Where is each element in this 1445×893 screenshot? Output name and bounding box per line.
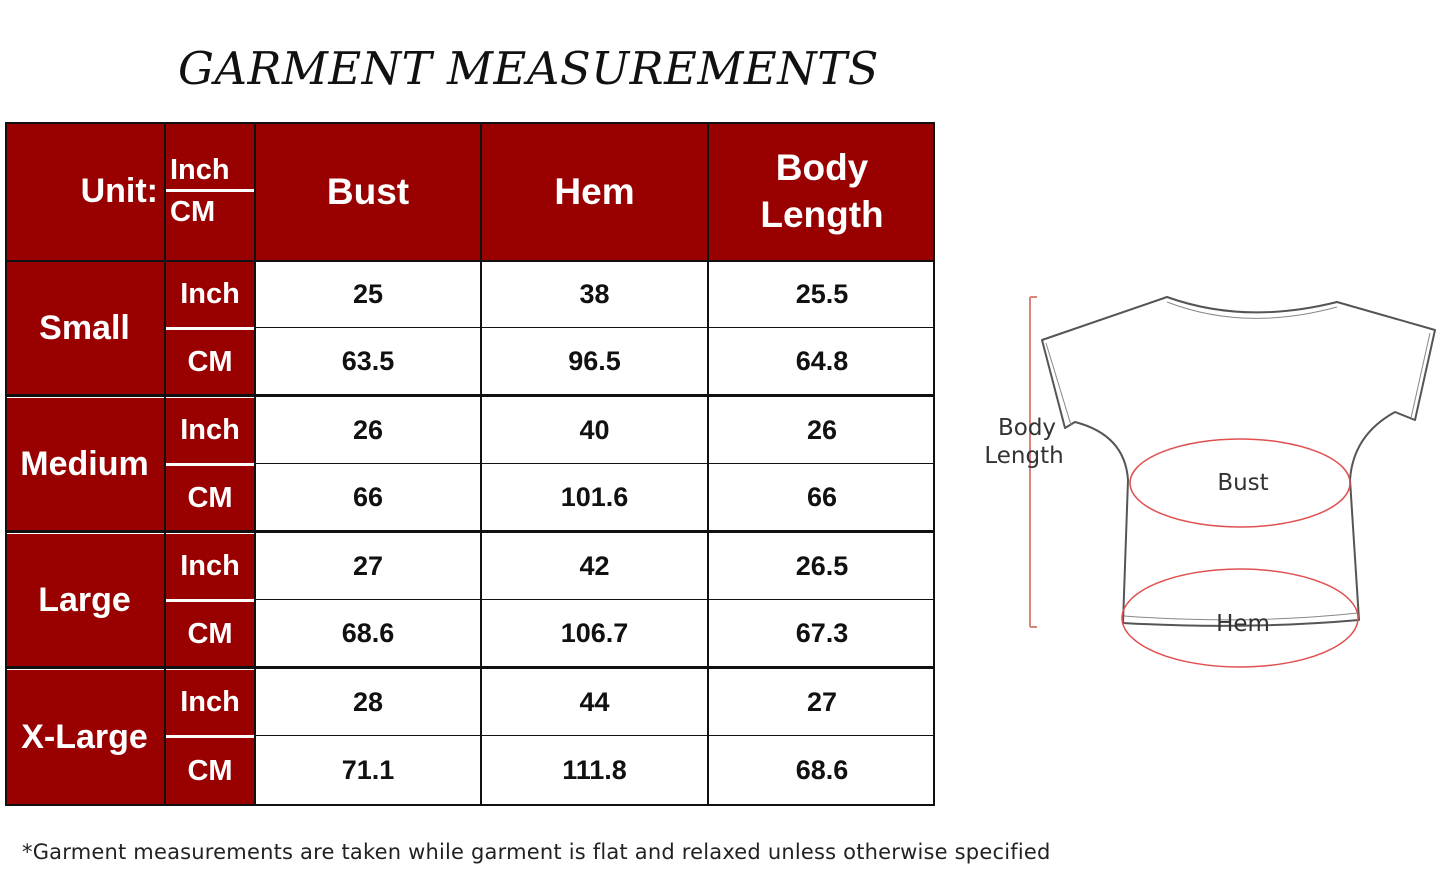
body-length-label-line2: Length xyxy=(984,443,1064,469)
grid-line xyxy=(256,327,935,328)
value-large-cm-bust: 68.6 xyxy=(256,601,480,666)
unit-cell-bg-bottom xyxy=(166,232,254,260)
hem-label: Hem xyxy=(1216,611,1270,637)
value-x-large-cm-body-length: 68.6 xyxy=(709,737,935,804)
column-header-bust: Bust xyxy=(256,122,480,260)
red-separator-1 xyxy=(166,327,256,330)
row-unit-x-large-inch: Inch xyxy=(166,670,254,735)
row-unit-x-large-cm: CM xyxy=(166,738,254,804)
size-name-x-large: X-Large xyxy=(5,670,164,804)
unit-cell-bg-top xyxy=(166,122,254,150)
row-unit-small-inch: Inch xyxy=(166,262,254,327)
value-medium-cm-body-length: 66 xyxy=(709,465,935,530)
grid-line xyxy=(164,122,166,806)
grid-line xyxy=(5,666,935,669)
value-x-large-cm-bust: 71.1 xyxy=(256,737,480,804)
grid-line xyxy=(933,122,935,806)
grid-line xyxy=(256,599,935,600)
grid-line xyxy=(707,122,709,806)
value-small-inch-hem: 38 xyxy=(482,262,707,327)
value-large-inch-bust: 27 xyxy=(256,534,480,599)
value-medium-inch-bust: 26 xyxy=(256,398,480,463)
value-large-inch-hem: 42 xyxy=(482,534,707,599)
size-name-small: Small xyxy=(5,262,164,394)
red-separator-2 xyxy=(166,463,256,466)
value-medium-inch-body-length: 26 xyxy=(709,398,935,463)
value-small-cm-body-length: 64.8 xyxy=(709,329,935,394)
grid-line xyxy=(5,260,935,262)
garment-diagram xyxy=(975,280,1445,680)
row-unit-large-inch: Inch xyxy=(166,534,254,599)
value-large-cm-hem: 106.7 xyxy=(482,601,707,666)
value-small-cm-hem: 96.5 xyxy=(482,329,707,394)
value-small-cm-bust: 63.5 xyxy=(256,329,480,394)
value-x-large-inch-bust: 28 xyxy=(256,670,480,735)
row-unit-large-cm: CM xyxy=(166,602,254,666)
row-unit-medium-cm: CM xyxy=(166,466,254,530)
row-unit-medium-inch: Inch xyxy=(166,398,254,463)
body-length-label-line1: Body xyxy=(997,415,1057,441)
size-name-medium: Medium xyxy=(5,398,164,530)
unit-label: Unit: xyxy=(5,122,164,260)
red-separator-3 xyxy=(166,599,256,602)
grid-line xyxy=(5,394,935,397)
value-large-cm-body-length: 67.3 xyxy=(709,601,935,666)
value-medium-inch-hem: 40 xyxy=(482,398,707,463)
page-title: GARMENT MEASUREMENTS xyxy=(178,42,879,95)
grid-line xyxy=(5,804,935,806)
size-name-large: Large xyxy=(5,534,164,666)
value-large-inch-body-length: 26.5 xyxy=(709,534,935,599)
grid-line xyxy=(5,530,935,533)
value-x-large-cm-hem: 111.8 xyxy=(482,737,707,804)
grid-line xyxy=(5,122,7,806)
red-separator-4 xyxy=(166,735,256,738)
footnote: *Garment measurements are taken while garment is flat and relaxed unless otherwise specified xyxy=(22,840,1051,864)
grid-line xyxy=(256,463,935,464)
bust-label: Bust xyxy=(1217,470,1269,496)
grid-line xyxy=(480,122,482,806)
unit-option-inch: Inch xyxy=(166,150,254,190)
t-shirt-outline xyxy=(1042,297,1435,626)
row-unit-small-cm: CM xyxy=(166,330,254,394)
grid-line xyxy=(254,122,256,806)
unit-option-cm: CM xyxy=(166,192,254,232)
grid-line xyxy=(256,735,935,736)
value-x-large-inch-hem: 44 xyxy=(482,670,707,735)
value-x-large-inch-body-length: 27 xyxy=(709,670,935,735)
value-small-inch-bust: 25 xyxy=(256,262,480,327)
value-medium-cm-bust: 66 xyxy=(256,465,480,530)
column-header-hem: Hem xyxy=(482,122,707,260)
value-small-inch-body-length: 25.5 xyxy=(709,262,935,327)
column-header-body-length: Body Length xyxy=(709,122,935,260)
grid-line xyxy=(5,122,935,124)
value-medium-cm-hem: 101.6 xyxy=(482,465,707,530)
size-chart-table xyxy=(5,122,935,806)
